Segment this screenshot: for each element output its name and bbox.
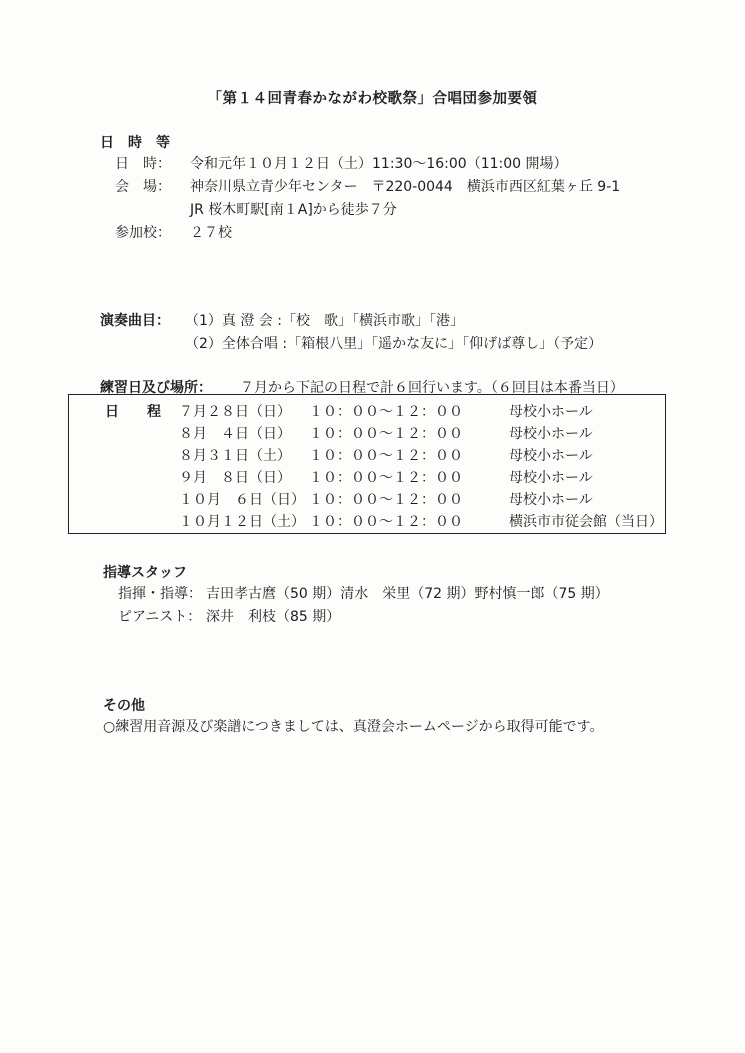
schedule-date: ８月３１日（土） — [179, 448, 291, 464]
conductor-value: 吉田孝古麿（50 期）清水 栄里（72 期）野村慎一郎（75 期） — [206, 586, 609, 602]
schedule-time: １０：００～１２：００ — [309, 404, 463, 420]
schedule-date: ９月 ８日（日） — [179, 470, 291, 486]
staff-heading: 指導スタッフ — [103, 565, 187, 581]
schedule-place: 母校小ホール — [509, 426, 593, 442]
songs-item-1: （1）真 澄 会 :「校 歌」「横浜市歌」「港」 — [185, 313, 464, 329]
schedule-box — [68, 394, 666, 534]
venue-access: JR 桜木町駅[南１A]から徒歩７分 — [190, 202, 397, 218]
schedule-row — [69, 445, 665, 467]
schedule-date: １０月１２日（土） — [179, 514, 305, 530]
schedule-date: １０月 ６日（日） — [179, 492, 305, 508]
page-title: 「第１４回青春かながわ校歌祭」合唱団参加要領 — [207, 91, 538, 107]
pianist-value: 深井 利枝（85 期） — [206, 609, 341, 625]
practice-description: ７月から下記の日程で計６回行います。（６回目は本番当日） — [240, 380, 624, 396]
schedule-place: 母校小ホール — [509, 404, 593, 420]
schedule-time: １０：００～１２：００ — [309, 492, 463, 508]
date-value: 令和元年１０月１２日（土）11:30～16:00（11:00 開場） — [190, 156, 568, 172]
schedule-label: 日 程 — [105, 404, 161, 420]
schedule-time: １０：００～１２：００ — [309, 470, 463, 486]
venue-label: 会 場： — [115, 179, 171, 195]
other-heading: その他 — [103, 698, 145, 714]
schedule-row — [69, 423, 665, 445]
schedule-time: １０：００～１２：００ — [309, 448, 463, 464]
schedule-row — [69, 467, 665, 489]
schedule-time: １０：００～１２：００ — [309, 426, 463, 442]
schedule-place: 母校小ホール — [509, 492, 593, 508]
other-note: ○練習用音源及び楽譜につきましては、真澄会ホームページから取得可能です。 — [103, 719, 604, 735]
schedule-date: ８月 ４日（日） — [179, 426, 291, 442]
conductor-label: 指揮・指導： — [118, 586, 202, 602]
schedule-row — [69, 511, 665, 533]
schedule-place: 母校小ホール — [509, 448, 593, 464]
practice-heading: 練習日及び場所： — [100, 380, 212, 396]
schedule-row — [69, 401, 665, 423]
pianist-label: ピアニスト： — [118, 609, 202, 625]
schedule-time: １０：００～１２：００ — [309, 514, 463, 530]
schedule-row — [69, 489, 665, 511]
songs-heading: 演奏曲目： — [100, 313, 170, 329]
date-label: 日 時： — [115, 156, 171, 172]
schedule-place: 母校小ホール — [509, 470, 593, 486]
schedule-date: ７月２８日（日） — [179, 404, 291, 420]
schools-label: 参加校： — [115, 225, 171, 241]
venue-value: 神奈川県立青少年センター 〒220-0044 横浜市西区紅葉ヶ丘 9-1 — [190, 179, 621, 195]
schedule-place: 横浜市市従会館（当日） — [509, 514, 663, 530]
schools-value: ２７校 — [190, 225, 232, 241]
datetime-heading: 日 時 等 — [100, 135, 170, 151]
songs-item-2: （2）全体合唱 :「箱根八里」「遥かな友に」「仰げば尊し」（予定） — [185, 336, 603, 352]
